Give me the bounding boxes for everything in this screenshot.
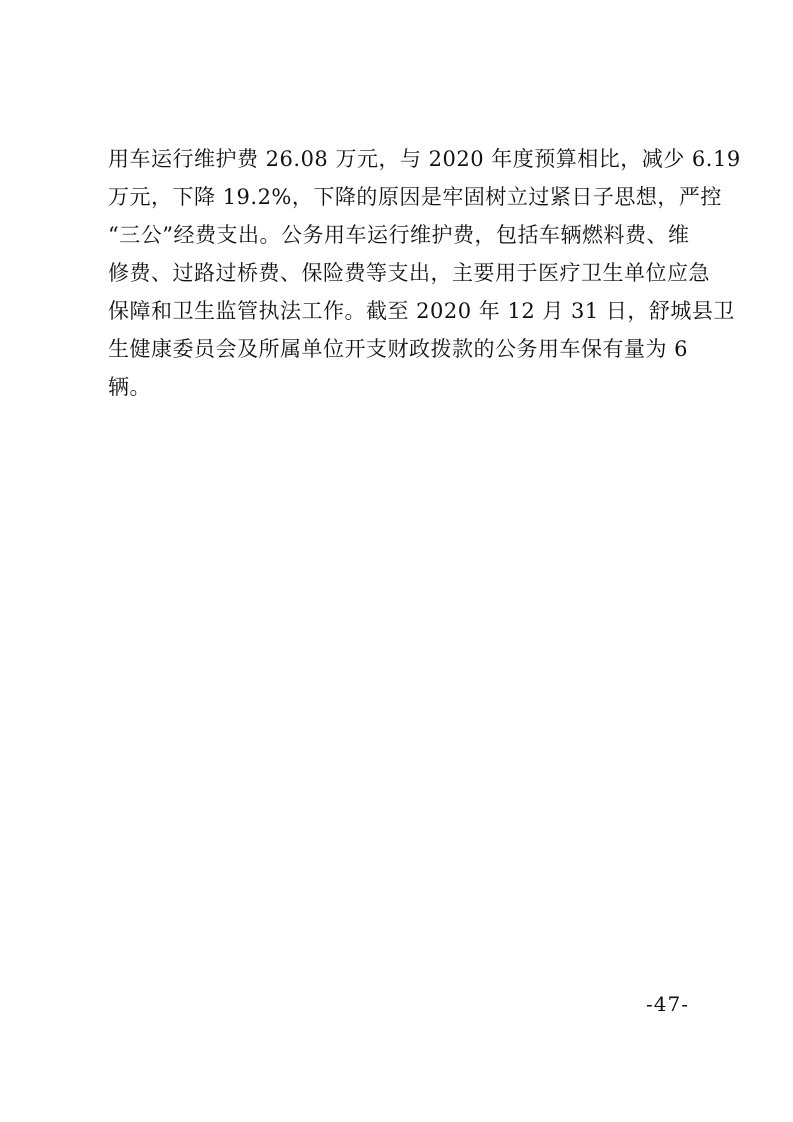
paragraph-line-7: 辆。 [108, 375, 151, 399]
paragraph-line-5: 保障和卫生监管执法工作。截至 2020 年 12 月 31 日，舒城县卫 [108, 299, 735, 323]
paragraph-line-3: “三公”经费支出。公务用车运行维护费，包括车辆燃料费、维 [108, 223, 690, 247]
paragraph-line-6: 生健康委员会及所属单位开支财政拨款的公务用车保有量为 6 [108, 337, 689, 361]
paragraph-line-2: 万元，下降 19.2%，下降的原因是牢固树立过紧日子思想，严控 [108, 185, 722, 209]
page-number: -47- [646, 992, 689, 1016]
body-paragraph [108, 140, 741, 406]
paragraph-line-4: 修费、过路过桥费、保险费等支出，主要用于医疗卫生单位应急 [108, 261, 710, 285]
paragraph-line-1: 用车运行维护费 26.08 万元，与 2020 年度预算相比，减少 6.19 [108, 147, 741, 171]
